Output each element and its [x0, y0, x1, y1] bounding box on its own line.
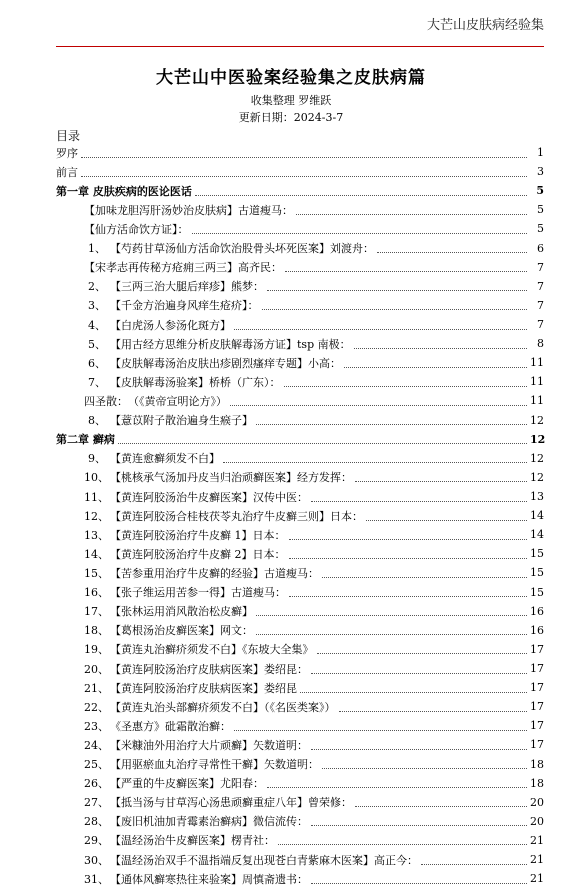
toc-entry-page: 5: [536, 184, 544, 198]
toc-entry-title: 【黄连愈癣须发不白】: [110, 452, 220, 466]
toc-leader-dots: [311, 882, 527, 884]
toc-entry[interactable]: [56, 678, 544, 697]
toc-entry[interactable]: [56, 793, 544, 812]
toc-entry[interactable]: [56, 143, 544, 162]
toc-entry-page: 21: [530, 833, 544, 847]
toc-entry-number: 25、: [84, 758, 109, 772]
toc-entry-title: 【抵当汤与甘草泻心汤患顽癣重症八年】曾荣修：: [110, 796, 352, 810]
toc-entry-title: 【皮肤解毒汤验案】桥桥（广东）：: [110, 375, 281, 389]
toc-entry[interactable]: [56, 659, 544, 678]
toc-leader-dots: [278, 843, 527, 845]
toc-entry-title: 【黄连阿胶汤治疗皮肤病医案】娄绍昆: [110, 681, 297, 695]
toc-leader-dots: [267, 289, 527, 291]
toc-entry-title: 【米糠油外用治疗大片顽癣】矢数道明：: [110, 738, 308, 752]
toc-entry[interactable]: [56, 525, 544, 544]
toc-entry[interactable]: [56, 755, 544, 774]
toc-entry-title: 【温经汤治双手不温指端反复出现苍白青紫麻木医案】高正今：: [110, 853, 418, 867]
toc-entry-number: 30、: [84, 853, 109, 867]
toc-entry-title: 【用驱瘀血丸治疗寻常性干癣】矢数道明：: [110, 758, 319, 772]
toc-leader-dots: [284, 385, 528, 387]
toc-entry-title: 【通体风癣寒热往来验案】周慎斋遗书：: [110, 872, 308, 886]
toc-leader-dots: [317, 652, 528, 654]
toc-entry-title: 【白虎汤人参汤化斑方】: [110, 318, 231, 332]
toc-entry[interactable]: [56, 277, 544, 296]
toc-entry-number: 8、: [88, 414, 106, 428]
toc-entry-number: 14、: [84, 547, 109, 561]
toc-entry-number: 17、: [84, 605, 109, 619]
toc-entry-page: 15: [530, 566, 544, 580]
toc-entry-number: 3、: [88, 299, 106, 313]
toc-entry-title: 【宋孝志再传秘方疮痈三两三】高齐民：: [84, 261, 282, 275]
toc-leader-dots: [234, 328, 527, 330]
toc-entry-page: 21: [530, 872, 544, 886]
toc-entry[interactable]: [56, 621, 544, 640]
toc-entry-number: 18、: [84, 624, 109, 638]
toc-entry-title: 【三两三治大腿后痒疹】熊梦：: [110, 280, 264, 294]
toc-leader-dots: [377, 251, 527, 253]
toc-entry-title: 【张子维运用苦参一得】古道瘦马：: [110, 586, 286, 600]
toc-entry-title: 【仙方活命饮方证】：: [84, 222, 189, 236]
toc-entry-number: 22、: [84, 700, 109, 714]
toc-entry[interactable]: [56, 296, 544, 315]
toc-entry-title: （《黄帝宣明论方》）: [128, 394, 227, 408]
toc-entry[interactable]: [56, 869, 544, 888]
toc-entry[interactable]: [56, 258, 544, 277]
toc-entry-number: 4、: [88, 318, 106, 332]
toc-entry-page: 11: [530, 375, 544, 389]
toc-entry-number: 23、: [84, 719, 109, 733]
toc-entry[interactable]: [56, 544, 544, 563]
toc-entry-page: 14: [530, 528, 544, 542]
toc-entry-number: 7、: [88, 375, 106, 389]
toc-entry-page: 13: [530, 490, 544, 504]
toc-entry-number: 19、: [84, 643, 109, 657]
toc-entry-number: 四圣散：: [84, 394, 128, 408]
toc-entry-page: 20: [530, 795, 544, 809]
toc-entry[interactable]: [56, 353, 544, 372]
toc-entry-page: 17: [530, 719, 544, 733]
toc-leader-dots: [344, 366, 527, 368]
toc-leader-dots: [322, 576, 527, 578]
toc-entry-page: 7: [537, 298, 544, 312]
document-title: 大芒山中医验案经验集之皮肤病篇: [156, 68, 426, 88]
toc-entry[interactable]: [56, 468, 544, 487]
toc-entry-number: 1、: [88, 242, 106, 256]
toc-entry-number: 21、: [84, 681, 109, 695]
toc-entry-page: 18: [530, 757, 544, 771]
toc-entry-page: 16: [530, 623, 544, 637]
table-of-contents: [56, 143, 544, 888]
toc-entry[interactable]: [56, 372, 544, 391]
toc-entry-title: 前言: [56, 165, 78, 179]
toc-leader-dots: [256, 423, 527, 425]
toc-entry[interactable]: [56, 735, 544, 754]
toc-entry-page: 15: [530, 585, 544, 599]
toc-leader-dots: [311, 748, 527, 750]
toc-entry-title: 【薏苡附子散治遍身生瘊子】: [110, 414, 253, 428]
toc-entry-number: 29、: [84, 834, 109, 848]
toc-entry-number: 11、: [84, 490, 109, 504]
toc-entry[interactable]: [56, 831, 544, 850]
toc-entry-number: 16、: [84, 586, 109, 600]
toc-entry-title: 【芍药甘草汤仙方活命饮治股骨头坏死医案】刘渡舟：: [110, 242, 374, 256]
toc-leader-dots: [192, 232, 528, 234]
toc-entry-page: 12: [530, 470, 544, 484]
toc-entry-number: 28、: [84, 815, 109, 829]
toc-entry-title: 【葛根汤治皮癣医案】网文：: [110, 624, 253, 638]
toc-entry[interactable]: [56, 411, 544, 430]
toc-leader-dots: [195, 194, 527, 196]
toc-leader-dots: [355, 480, 527, 482]
toc-entry-number: 5、: [88, 337, 106, 351]
toc-entry-number: 6、: [88, 356, 106, 370]
toc-entry-page: 7: [537, 260, 544, 274]
toc-entry-page: 12: [530, 451, 544, 465]
toc-entry[interactable]: [56, 812, 544, 831]
toc-entry-title: 【废旧机油加青霉素治癣病】微信流传：: [110, 815, 308, 829]
toc-entry-title: 【千金方治遍身风痒生疮疥】：: [110, 299, 259, 313]
toc-entry-title: 【加味龙胆泻肝汤妙治皮肤病】古道瘦马：: [84, 203, 293, 217]
toc-entry-title: 第二章 癣病: [56, 433, 115, 447]
toc-entry[interactable]: [56, 640, 544, 659]
toc-entry-title: 【黄连丸治头部癣疥须发不白】（《名医类案》）: [110, 700, 336, 714]
toc-entry-title: 【黄连阿胶汤治疗皮肤病医案】娄绍昆：: [110, 662, 308, 676]
toc-leader-dots: [296, 213, 527, 215]
toc-entry[interactable]: [56, 162, 544, 181]
toc-heading: 目录: [56, 129, 81, 143]
toc-entry-title: 【严重的牛皮癣医案】尤阳春：: [110, 777, 264, 791]
toc-entry-page: 16: [530, 604, 544, 618]
toc-leader-dots: [300, 691, 527, 693]
toc-entry[interactable]: [56, 200, 544, 219]
toc-entry-page: 18: [530, 776, 544, 790]
toc-leader-dots: [289, 557, 528, 559]
toc-leader-dots: [223, 461, 527, 463]
toc-entry-page: 14: [530, 509, 544, 523]
toc-entry-title: 【温经汤治牛皮癣医案】楞青社：: [110, 834, 275, 848]
toc-entry-number: 12、: [84, 509, 109, 523]
toc-entry[interactable]: [56, 315, 544, 334]
toc-entry[interactable]: [56, 334, 544, 353]
toc-leader-dots: [289, 538, 528, 540]
toc-entry[interactable]: [56, 850, 544, 869]
toc-entry[interactable]: [56, 430, 544, 449]
toc-entry-title: 【张林运用消风散治松皮癣】: [110, 605, 253, 619]
toc-leader-dots: [289, 595, 527, 597]
toc-entry-title: 【皮肤解毒汤治皮肤出疹剧烈瘙痒专题】小高：: [110, 356, 341, 370]
toc-leader-dots: [262, 308, 528, 310]
toc-entry[interactable]: [56, 449, 544, 468]
toc-entry-page: 17: [530, 662, 544, 675]
toc-entry-page: 12: [530, 413, 544, 427]
toc-leader-dots: [322, 767, 527, 769]
toc-entry-page: 17: [530, 738, 544, 752]
update-date: 更新日期：2024-3-7: [238, 111, 344, 124]
toc-entry-number: 9、: [88, 452, 106, 466]
toc-entry-number: 2、: [88, 280, 106, 294]
toc-leader-dots: [118, 442, 527, 444]
toc-entry-number: 20、: [84, 662, 109, 676]
toc-leader-dots: [311, 500, 527, 502]
toc-entry[interactable]: [56, 602, 544, 621]
toc-entry[interactable]: [56, 583, 544, 602]
toc-entry-title: 【黄连丸治癣疥须发不白】《东坡大全集》: [110, 643, 314, 657]
toc-leader-dots: [311, 672, 527, 674]
header-divider: [56, 46, 544, 47]
toc-leader-dots: [267, 786, 527, 788]
toc-entry-page: 5: [537, 222, 544, 236]
toc-entry-page: 15: [530, 547, 544, 561]
toc-entry-title: 《圣惠方》砒霜散治癣：: [110, 719, 231, 733]
toc-leader-dots: [81, 156, 527, 158]
toc-leader-dots: [234, 729, 527, 731]
toc-entry-title: 【苦参重用治疗牛皮癣的经验】古道瘦马：: [110, 566, 319, 580]
toc-entry[interactable]: [56, 487, 544, 506]
toc-entry-page: 3: [537, 165, 544, 179]
toc-entry[interactable]: [56, 716, 544, 735]
toc-leader-dots: [230, 404, 527, 406]
toc-entry-page: 6: [537, 241, 544, 255]
toc-entry-page: 7: [537, 318, 544, 332]
toc-entry-number: 27、: [84, 796, 109, 810]
running-header: 大芒山皮肤病经验集: [426, 18, 544, 33]
toc-leader-dots: [81, 175, 527, 177]
toc-entry-title: 【黄连阿胶汤治疗牛皮癣 1】日本：: [110, 528, 286, 542]
toc-entry-title: 罗序: [56, 146, 78, 160]
toc-entry[interactable]: [56, 219, 544, 238]
toc-entry-page: 17: [530, 700, 544, 714]
toc-entry-number: 31、: [84, 872, 109, 886]
toc-entry-title: 【黄连阿胶汤治牛皮癣医案】汉传中医：: [110, 490, 308, 504]
toc-entry-number: 26、: [84, 777, 109, 791]
toc-entry[interactable]: [56, 506, 544, 525]
toc-leader-dots: [339, 710, 528, 712]
toc-leader-dots: [256, 633, 527, 635]
toc-entry-page: 11: [530, 356, 544, 370]
toc-leader-dots: [256, 614, 527, 616]
toc-entry[interactable]: [56, 697, 544, 716]
toc-leader-dots: [355, 805, 527, 807]
toc-entry-number: 10、: [84, 471, 109, 485]
toc-leader-dots: [421, 863, 527, 865]
toc-entry[interactable]: [56, 563, 544, 582]
toc-entry-page: 17: [530, 642, 544, 656]
toc-entry-page: 21: [530, 853, 544, 867]
compiler-line: 收集整理 罗维跃: [250, 94, 332, 107]
toc-leader-dots: [366, 519, 527, 521]
toc-entry-page: 7: [537, 279, 544, 293]
toc-entry-page: 8: [537, 337, 544, 351]
toc-entry-page: 1: [537, 146, 544, 160]
toc-entry-page: 5: [537, 203, 544, 217]
toc-entry[interactable]: [56, 774, 544, 793]
toc-entry-title: 第一章 皮肤疾病的医论医话: [56, 184, 192, 198]
toc-entry-title: 【黄连阿胶汤治疗牛皮癣 2】日本：: [110, 547, 286, 561]
toc-entry[interactable]: [56, 391, 544, 410]
toc-entry-title: 【桃核承气汤加丹皮当归治顽癣医案】经方发挥：: [110, 471, 352, 485]
toc-entry-page: 20: [530, 814, 544, 828]
toc-leader-dots: [311, 824, 527, 826]
toc-entry-title: 【用古经方思维分析皮肤解毒汤方证】tsp 南极：: [110, 337, 351, 351]
toc-entry-page: 17: [530, 681, 544, 695]
toc-entry-page: 12: [530, 432, 546, 446]
toc-leader-dots: [285, 270, 527, 272]
toc-entry-title: 【黄连阿胶汤合桂枝茯苓丸治疗牛皮癣三则】日本：: [110, 509, 363, 523]
toc-entry-number: 15、: [84, 566, 109, 580]
toc-entry-number: 13、: [84, 528, 109, 542]
toc-entry[interactable]: [56, 239, 544, 258]
toc-entry[interactable]: [56, 181, 544, 200]
toc-entry-page: 11: [530, 394, 544, 408]
toc-leader-dots: [354, 347, 527, 349]
toc-entry-number: 24、: [84, 738, 109, 752]
